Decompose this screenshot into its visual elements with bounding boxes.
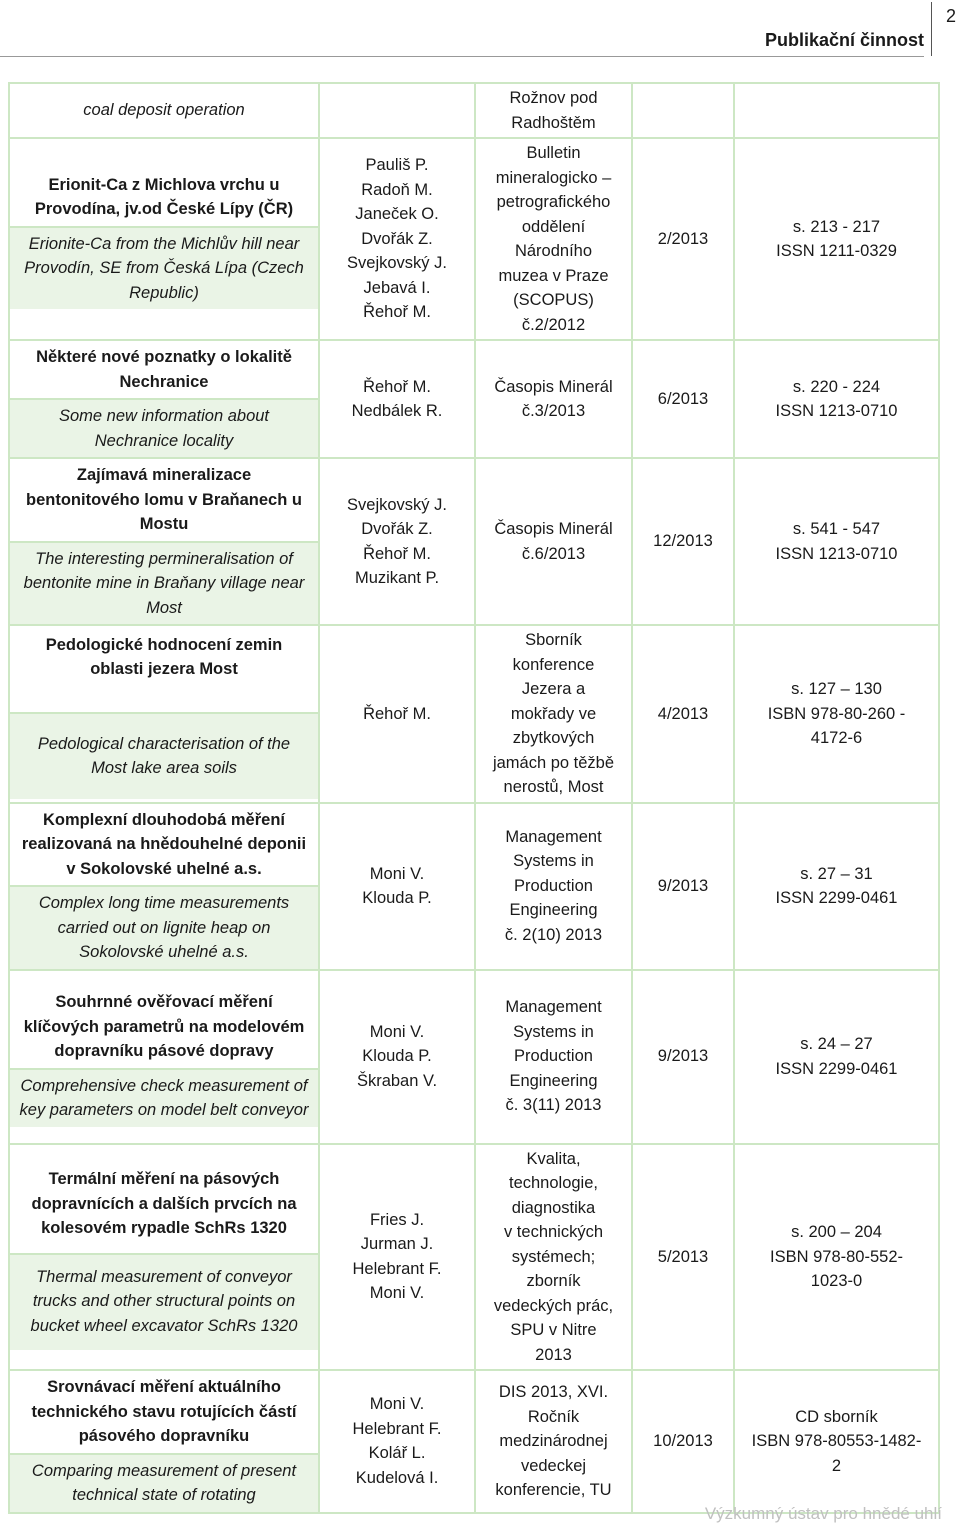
authors-cell: Pauliš P. Radoň M. Janeček O. Dvořák Z. Svejkovský J. Jebavá I. Řehoř M. — [319, 138, 475, 340]
pages-cell: s. 200 – 204 ISBN 978-80-552- 1023-0 — [734, 1144, 939, 1371]
pages-cell: s. 127 – 130 ISBN 978-80-260 - 4172-6 — [734, 625, 939, 803]
footer-text: Výzkumný ústav pro hnědé uhlí — [704, 1504, 942, 1523]
authors-cell: Moni V. Klouda P. — [319, 803, 475, 970]
title-en: Pedological characterisation of the Most lake area soils — [10, 712, 318, 799]
journal-cell: Management Systems in Production Engineering č. 2(10) 2013 — [475, 803, 632, 970]
title-cz: Pedologické hodnocení zemin oblasti jezera Most — [45, 635, 283, 679]
authors-cell: Řehoř M. Nedbálek R. — [319, 340, 475, 458]
title-cz: Některé nové poznatky o lokalitě Nechranice — [36, 348, 292, 391]
title-en: Comprehensive check measurement of key parameters on model belt conveyor — [10, 1068, 318, 1127]
journal-cell: Časopis Minerál č.6/2013 — [475, 458, 632, 625]
title-en: coal deposit operation — [83, 101, 245, 120]
journal-cell: Časopis Minerál č.3/2013 — [475, 340, 632, 458]
journal-cell: Bulletin mineralogicko – petrografického oddělení Národního muzea v Praze (SCOPUS) č.2/2012 — [475, 138, 632, 340]
journal-cell: Kvalita, technologie, diagnostika v technických systémech; zborník vedeckých prác, SPU v Nitre 2013 — [475, 1144, 632, 1371]
title-en: Some new information about Nechranice locality — [10, 398, 318, 457]
title-cz: Srovnávací měření aktuálního technického stavu rotujících částí pásového dopravníku — [31, 1378, 297, 1445]
page-number: 2 — [945, 6, 956, 26]
title-en: The interesting permineralisation of bentonite mine in Braňany village near Most — [10, 541, 318, 625]
journal-cell: Sborník konference Jezera a mokřady ve zbytkových jamách po těžbě nerostů, Most — [475, 625, 632, 803]
issue-cell: 4/2013 — [632, 625, 734, 803]
issue-cell: 6/2013 — [632, 340, 734, 458]
table-row — [9, 625, 939, 803]
header-divider — [931, 2, 932, 56]
authors-cell — [319, 83, 475, 138]
journal-cell: DIS 2013, XVI. Ročník medzinárodnej vedeckej konferencie, TU — [475, 1370, 632, 1513]
title-cz: Erionit-Ca z Michlova vrchu u Provodína, jv.od České Lípy (ČR) — [34, 175, 294, 219]
table-row — [9, 803, 939, 970]
issue-cell: 10/2013 — [632, 1370, 734, 1513]
table-row — [9, 1370, 939, 1513]
title-cell — [9, 138, 319, 340]
journal-cell: Rožnov pod Radhoštěm — [475, 83, 632, 138]
issue-cell: 9/2013 — [632, 803, 734, 970]
authors-cell: Řehoř M. — [319, 625, 475, 803]
issue-cell: 9/2013 — [632, 970, 734, 1144]
header-rule — [0, 56, 924, 57]
table-row — [9, 458, 939, 625]
title-cell — [9, 1144, 319, 1371]
table-row — [9, 970, 939, 1144]
page-header-title: Publikační činnost — [764, 30, 924, 50]
title-cell — [9, 803, 319, 970]
pages-cell: s. 24 – 27 ISSN 2299-0461 — [734, 970, 939, 1144]
issue-cell — [632, 83, 734, 138]
title-cell — [9, 1370, 319, 1513]
table-row — [9, 340, 939, 458]
title-cell — [9, 458, 319, 625]
issue-cell: 12/2013 — [632, 458, 734, 625]
title-cell — [9, 340, 319, 458]
pages-cell: s. 213 - 217 ISSN 1211-0329 — [734, 138, 939, 340]
title-cell — [9, 83, 319, 138]
authors-cell: Fries J. Jurman J. Helebrant F. Moni V. — [319, 1144, 475, 1371]
pages-cell: CD sborník ISBN 978-80553-1482- 2 — [734, 1370, 939, 1513]
pages-cell: s. 220 - 224 ISSN 1213-0710 — [734, 340, 939, 458]
table-row — [9, 1144, 939, 1371]
authors-cell: Svejkovský J. Dvořák Z. Řehoř M. Muzikant P. — [319, 458, 475, 625]
publications-table — [8, 82, 940, 1514]
pages-cell: s. 541 - 547 ISSN 1213-0710 — [734, 458, 939, 625]
title-en: Erionite-Ca from the Michlův hill near Provodín, SE from Česká Lípa (Czech Republic) — [10, 226, 318, 310]
title-en: Thermal measurement of conveyor trucks and other structural points on bucket wheel excavator SchRs 1320 — [10, 1253, 318, 1351]
title-cell — [9, 625, 319, 803]
issue-cell: 5/2013 — [632, 1144, 734, 1371]
table-row — [9, 83, 939, 138]
issue-cell: 2/2013 — [632, 138, 734, 340]
title-en: Complex long time measurements carried out on lignite heap on Sokolovské uhelné a.s. — [10, 885, 318, 969]
title-cell — [9, 970, 319, 1144]
title-cz: Termální měření na pásových dopravnících a dalších prvcích na kolesovém rypadle SchRs 1320 — [31, 1170, 297, 1238]
journal-cell: Management Systems in Production Engineering č. 3(11) 2013 — [475, 970, 632, 1144]
pages-cell — [734, 83, 939, 138]
pages-cell: s. 27 – 31 ISSN 2299-0461 — [734, 803, 939, 970]
title-en: Comparing measurement of present technical state of rotating — [10, 1453, 318, 1512]
authors-cell: Moni V. Helebrant F. Kolář L. Kudelová I. — [319, 1370, 475, 1513]
title-cz: Zajímavá mineralizace bentonitového lomu v Braňanech u Mostu — [26, 466, 302, 533]
table-row — [9, 138, 939, 340]
title-cz: Komplexní dlouhodobá měření realizovaná na hnědouhelné deponii v Sokolovské uhelné a.s. — [21, 810, 307, 878]
authors-cell: Moni V. Klouda P. Škraban V. — [319, 970, 475, 1144]
title-cz: Souhrnné ověřovací měření klíčových parametrů na modelovém dopravníku pásové dopravy — [23, 993, 305, 1061]
